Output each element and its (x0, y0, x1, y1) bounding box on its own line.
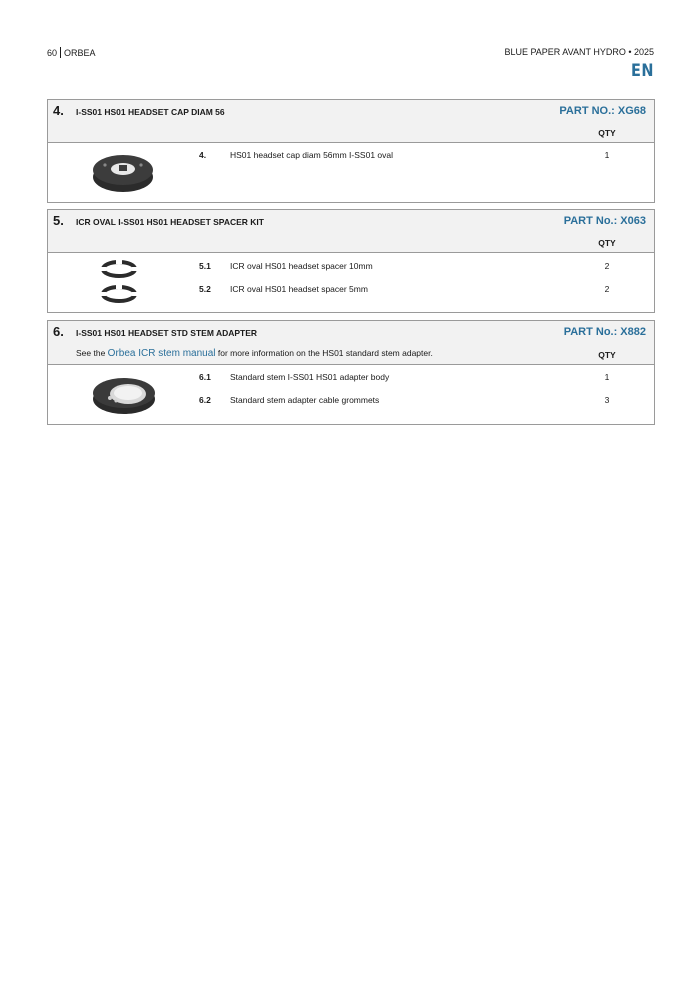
note-suffix: for more information on the HS01 standard stem adapter. (215, 348, 433, 358)
language-badge: EN (631, 61, 654, 81)
section-number: 5. (53, 213, 64, 228)
item-qty: 1 (604, 150, 610, 160)
item-description: HS01 headset cap diam 56mm I-SS01 oval (230, 150, 394, 160)
section-body (48, 253, 654, 312)
section-title: ICR OVAL I-SS01 HS01 HEADSET SPACER KIT (76, 217, 264, 227)
section-stem-adapter (47, 320, 655, 425)
item-qty: 3 (604, 395, 610, 405)
part-number: PART No.: X063 (563, 215, 646, 227)
page-number: 60 (47, 47, 58, 58)
item-number: 6.2 (199, 395, 211, 405)
page-header-left (47, 47, 96, 58)
part-number: PART NO.: XG68 (559, 105, 646, 117)
qty-header: QTY (598, 350, 616, 360)
note-prefix: See the (76, 348, 108, 358)
section-number: 4. (53, 103, 64, 118)
item-qty: 2 (604, 284, 610, 294)
section-header (48, 100, 654, 143)
item-description: Standard stem adapter cable grommets (230, 395, 380, 405)
item-number: 6.1 (199, 372, 211, 382)
item-number: 5.1 (199, 261, 211, 271)
qty-header: QTY (598, 128, 616, 138)
header-divider (60, 47, 61, 58)
section-headset-cap (47, 99, 655, 203)
document-title: BLUE PAPER AVANT HYDRO • 2025 (504, 47, 654, 57)
brand-name: ORBEA (64, 47, 96, 58)
part-number: PART No.: X882 (563, 326, 646, 338)
stem-manual-link[interactable]: Orbea ICR stem manual (107, 348, 216, 359)
list-item (48, 395, 654, 411)
section-number: 6. (53, 324, 64, 339)
qty-header: QTY (598, 238, 616, 248)
list-item (48, 372, 654, 388)
item-number: 5.2 (199, 284, 211, 294)
list-item (48, 284, 654, 300)
section-spacer-kit (47, 209, 655, 313)
section-title: I-SS01 HS01 HEADSET STD STEM ADAPTER (76, 328, 258, 338)
section-header (48, 210, 654, 253)
section-header (48, 321, 654, 365)
item-qty: 1 (604, 372, 610, 382)
section-title: I-SS01 HS01 HEADSET CAP DIAM 56 (76, 107, 225, 117)
item-description: ICR oval HS01 headset spacer 10mm (230, 261, 373, 271)
item-description: Standard stem I-SS01 HS01 adapter body (230, 372, 390, 382)
item-description: ICR oval HS01 headset spacer 5mm (230, 284, 368, 294)
section-note (76, 348, 433, 359)
section-body (48, 143, 654, 202)
list-item (48, 150, 654, 166)
item-qty: 2 (604, 261, 610, 271)
item-number: 4. (199, 150, 207, 160)
list-item (48, 261, 654, 277)
section-body (48, 365, 654, 424)
